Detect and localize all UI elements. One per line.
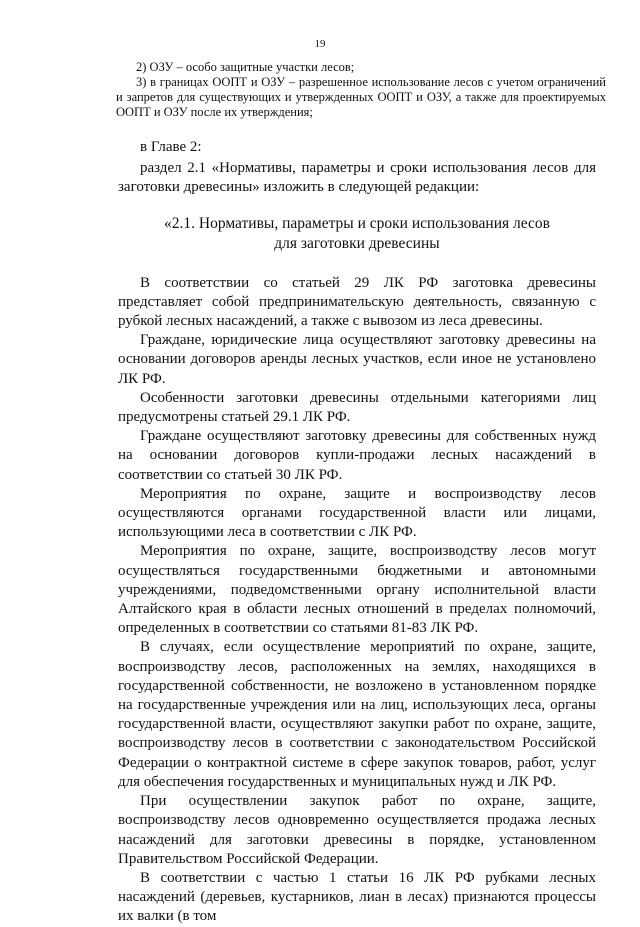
body-paragraph: Граждане, юридические лица осуществляют заготовку древесины на основании договоров аренды лесных участков, если иное не установлено ЛК РФ.	[118, 332, 596, 387]
list-item: 3) в границах ООПТ и ОЗУ – разрешенное использование лесов с учетом ограничений и запретов для существующих и утвержденных ООПТ и ОЗУ, а также для проектируемых ООПТ и ОЗУ после их утверждения;	[116, 75, 606, 119]
section-heading	[118, 214, 596, 254]
body-paragraph: В случаях, если осуществление мероприятий по охране, защите, воспроизводству лесов, расположенных на землях, находящихся в государственной собственности, не возложено в установленном порядке на государственные учреждения или на лиц, использующих леса, органы государственной власти, осуществляют закупки работ по охране, защите, воспроизводству лесов в соответствии с законодательством Российской Федерации о контрактной системе в сфере закупок товаров, работ, услуг для обеспечения государственных и муниципальных нужд и ЛК РФ.	[118, 639, 596, 790]
heading-line: для заготовки древесины	[274, 234, 440, 252]
body-paragraph: Мероприятия по охране, защите и воспроизводству лесов осуществляются органами государственной власти или лицами, использующими леса в соответствии с ЛК РФ.	[118, 485, 596, 541]
body-paragraph: Мероприятия по охране, защите, воспроизводству лесов могут осуществляться государственными бюджетными и автономными учреждениями, подведомственными органу исполнительной власти Алтайского края в области лесных отношений в пределах полномочий, определенных в соответствии со статьями 81-83 ЛК РФ.	[118, 543, 596, 637]
main-text	[118, 138, 596, 927]
body-paragraph: Особенности заготовки древесины отдельными категориями лиц предусмотрены статьей 29.1 ЛК РФ.	[118, 389, 596, 426]
list-item: 2) ОЗУ – особо защитные участки лесов;	[136, 60, 355, 74]
heading-line: «2.1. Нормативы, параметры и сроки использования лесов	[164, 214, 550, 232]
body-paragraph: При осуществлении закупок работ по охране, защите, воспроизводству лесов одновременно осуществляется продажа лесных насаждений для заготовки древесины в порядке, установленном Правительством Российской Федерации.	[118, 793, 596, 867]
body-paragraph: Граждане осуществляют заготовку древесины для собственных нужд на основании договоров купли-продажи лесных насаждений в соответствии со статьей 30 ЛК РФ.	[118, 428, 596, 483]
chapter-reference: в Главе 2:	[140, 139, 202, 155]
section-instruction: раздел 2.1 «Нормативы, параметры и сроки использования лесов для заготовки древесины» изложить в следующей редакции:	[118, 160, 596, 196]
amendment-list	[116, 60, 606, 120]
body-paragraph: В соответствии со статьей 29 ЛК РФ заготовка древесины представляет собой предпринимательскую деятельность, связанную с рубкой лесных насаждений, а также с вывозом из леса древесины.	[118, 274, 596, 330]
page-number: 19	[314, 38, 326, 50]
body-paragraph: В соответствии с частью 1 статьи 16 ЛК РФ рубками лесных насаждений (деревьев, кустарников, лиан в лесах) признаются процессы их валки (в том	[118, 869, 596, 925]
